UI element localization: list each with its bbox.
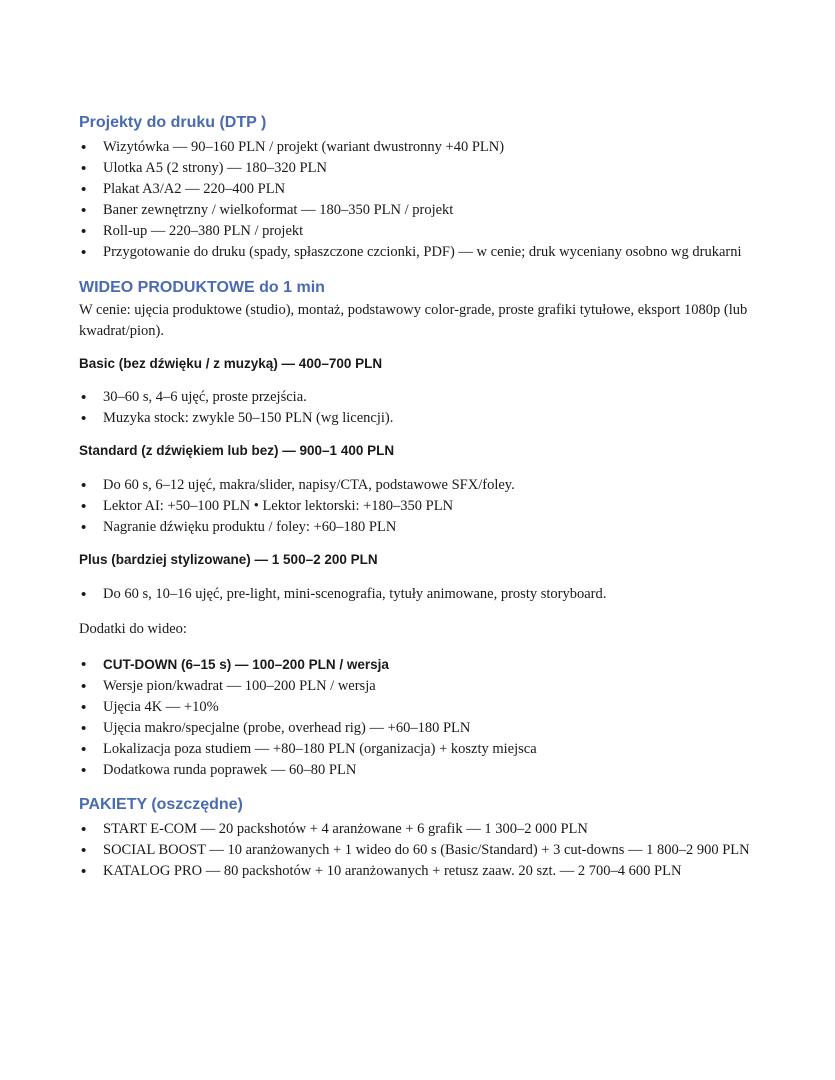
video-heading: WIDEO PRODUKTOWE do 1 min <box>79 279 325 296</box>
plus-list <box>79 584 769 605</box>
list-item: • Wersje pion/kwadrat — 100–200 PLN / wersja <box>79 676 769 697</box>
list-item: • Ujęcia 4K — +10% <box>79 697 769 718</box>
video-intro: W cenie: ujęcia produktowe (studio), montaż, podstawowy color-grade, proste grafiki tytułowe, eksport 1080p (lub kwadrat/pion). <box>79 302 748 339</box>
list-item: • Lektor AI: +50–100 PLN • Lektor lektorski: +180–350 PLN <box>79 496 769 517</box>
document-content <box>79 112 769 882</box>
list-item: • Nagranie dźwięku produktu / foley: +60–180 PLN <box>79 517 769 538</box>
standard-title: Standard (z dźwiękiem lub bez) — 900–1 400 PLN <box>79 443 395 458</box>
list-item <box>79 654 769 676</box>
plus-title: Plus (bardziej stylizowane) — 1 500–2 200 PLN <box>79 552 378 567</box>
basic-list <box>79 387 769 429</box>
list-item: • Lokalizacja poza studiem — +80–180 PLN (organizacja) + koszty miejsca <box>79 739 769 760</box>
list-item: • START E-COM — 20 packshotów + 4 aranżowane + 6 grafik — 1 300–2 000 PLN <box>79 819 769 840</box>
packages-list <box>79 819 769 882</box>
list-item: • 30–60 s, 4–6 ujęć, proste przejścia. <box>79 387 769 408</box>
list-item: • Dodatkowa runda poprawek — 60–80 PLN <box>79 760 769 781</box>
standard-list <box>79 475 769 538</box>
extras-label: Dodatki do wideo: <box>79 621 187 637</box>
dtp-list <box>79 137 769 263</box>
list-item: • Roll-up — 220–380 PLN / projekt <box>79 221 769 242</box>
packages-heading: PAKIETY (oszczędne) <box>79 796 243 813</box>
basic-title: Basic (bez dźwięku / z muzyką) — 400–700 PLN <box>79 356 383 371</box>
list-item: • Ulotka A5 (2 strony) — 180–320 PLN <box>79 158 769 179</box>
list-item: • SOCIAL BOOST — 10 aranżowanych + 1 wideo do 60 s (Basic/Standard) + 3 cut-downs — 1 800–2 900 PLN <box>79 840 769 861</box>
dtp-heading: Projekty do druku (DTP ) <box>79 114 267 131</box>
list-item: • Wizytówka — 90–160 PLN / projekt (wariant dwustronny +40 PLN) <box>79 137 769 158</box>
list-item: • KATALOG PRO — 80 packshotów + 10 aranżowanych + retusz zaaw. 20 szt. — 2 700–4 600 PLN <box>79 861 769 882</box>
list-item: • Do 60 s, 10–16 ujęć, pre-light, mini-scenografia, tytuły animowane, prosty storyboard. <box>79 584 769 605</box>
list-item-bold-text: CUT-DOWN (6–15 s) — 100–200 PLN / wersja <box>103 657 389 672</box>
list-item: • Baner zewnętrzny / wielkoformat — 180–350 PLN / projekt <box>79 200 769 221</box>
list-item: • Przygotowanie do druku (spady, spłaszczone czcionki, PDF) — w cenie; druk wyceniany osobno wg drukarni <box>79 242 769 263</box>
list-item: • Do 60 s, 6–12 ujęć, makra/slider, napisy/CTA, podstawowe SFX/foley. <box>79 475 769 496</box>
list-item: • Plakat A3/A2 — 220–400 PLN <box>79 179 769 200</box>
list-item: • Ujęcia makro/specjalne (probe, overhead rig) — +60–180 PLN <box>79 718 769 739</box>
list-item: • Muzyka stock: zwykle 50–150 PLN (wg licencji). <box>79 408 769 429</box>
extras-list <box>79 654 769 781</box>
